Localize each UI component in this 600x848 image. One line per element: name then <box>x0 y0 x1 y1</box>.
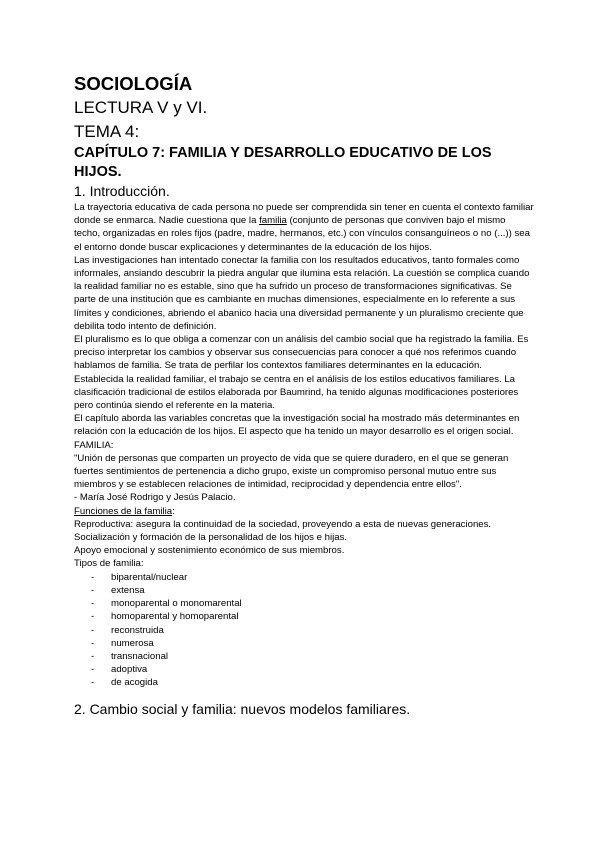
list-item: - adoptiva <box>91 663 534 676</box>
paragraph-intro <box>74 201 534 254</box>
funciones-label: Funciones de la familia <box>74 505 173 517</box>
funcion-apoyo: Apoyo emocional y sostenimiento económico de sus miembros. <box>74 545 345 557</box>
section-2-heading: 2. Cambio social y familia: nuevos modelos familiares. <box>74 700 411 717</box>
list-item: - extensa <box>91 584 534 597</box>
funcion-socializacion: Socialización y formación de la personalidad de los hijos e hijas. <box>74 532 348 544</box>
familia-term: familia <box>259 215 287 227</box>
tema-heading: TEMA 4: <box>74 122 140 141</box>
familia-definition-quote: "Unión de personas que comparten un proyecto de vida que se quiere duradero, en el que se generan fuertes sentimientos de pertenencia a dicho grupo, existe un compromiso personal mutuo entre sus miembros y se establecen relaciones de intimidad, reciprocidad y dependencia entre ellos". <box>74 452 509 491</box>
quote-author: - María José Rodrigo y Jesús Palacio. <box>74 492 236 504</box>
document-title: SOCIOLOGÍA <box>74 73 193 94</box>
funciones-heading <box>74 505 534 518</box>
section-1-body <box>74 201 534 571</box>
familia-label: FAMILIA: <box>74 439 114 451</box>
paragraph-variables: El capítulo aborda las variables concretas que la investigación social ha mostrado más determinantes en relación con la educación de los hijos. El aspecto que ha tenido un mayor desarrollo es el origen social. <box>74 413 520 438</box>
funcion-reproductiva: Reproductiva: asegura la continuidad de la sociedad, proveyendo a esta de nuevas generaciones. <box>74 518 492 530</box>
funciones-colon: : <box>172 505 175 517</box>
lectura-heading: LECTURA V y VI. <box>74 98 208 117</box>
list-item: - transnacional <box>91 650 534 663</box>
list-item: - de acogida <box>91 676 534 689</box>
paragraph-styles: Establecida la realidad familiar, el trabajo se centra en el análisis de los estilos educativos familiares. La clasificación tradicional de estilos elaborada por Baumrind, ha tenido algunas modificaciones posteriores pero continúa siendo el referente en la materia. <box>74 373 519 412</box>
list-item: - monoparental o monomarental <box>91 597 534 610</box>
list-item: - numerosa <box>91 637 534 650</box>
document-page <box>74 72 534 719</box>
paragraph-intro-post: (conjunto de personas que conviven bajo el mismo techo, organizadas en roles fijos (padre, madre, hermanos, etc.) con vínculos consanguíneos o no (...)) sea el entorno donde buscar explicaciones y determinantes de la educación de los hijos. <box>74 215 530 253</box>
tipos-label: Tipos de familia: <box>74 558 144 570</box>
list-item: - homoparental y homoparental <box>91 610 534 623</box>
paragraph-pluralism: El pluralismo es lo que obliga a comenzar con un análisis del cambio social que ha registrado la familia. Es preciso interpretar los cambios y observar sus consecuencias para conocer a qué nos referimos cuando hablamos de familia. Se trata de perfilar los contextos familiares determinantes en la educación. <box>74 334 529 372</box>
list-item: - reconstruida <box>91 624 534 637</box>
list-item: - biparental/nuclear <box>91 571 534 584</box>
section-1-heading: 1. Introducción. <box>74 183 170 199</box>
paragraph-intro-pre: La trayectoria educativa de cada persona no puede ser comprendida sin tener en cuenta el contexto familiar donde se enmarca. Nadie cuestiona que la <box>74 202 534 227</box>
tipos-list <box>74 571 534 690</box>
chapter-heading: CAPÍTULO 7: FAMILIA Y DESARROLLO EDUCATIVO DE LOS HIJOS. <box>74 145 492 180</box>
paragraph-research: Las investigaciones han intentado conectar la familia con los resultados educativos, tanto formales como informales, ansiando descubrir la piedra angular que ilumina esta relación. La cuestión se complica cuando la realidad familiar no es estable, sino que ha sufrido un proceso de transformaciones significativas. Se parte de una institución que es cambiante en muchas dimensiones, especialmente en lo referente a sus límites y condiciones, abriendo el abanico hacia una diversidad permanente y un pluralismo creciente que debilita todo intento de definición. <box>74 254 530 332</box>
